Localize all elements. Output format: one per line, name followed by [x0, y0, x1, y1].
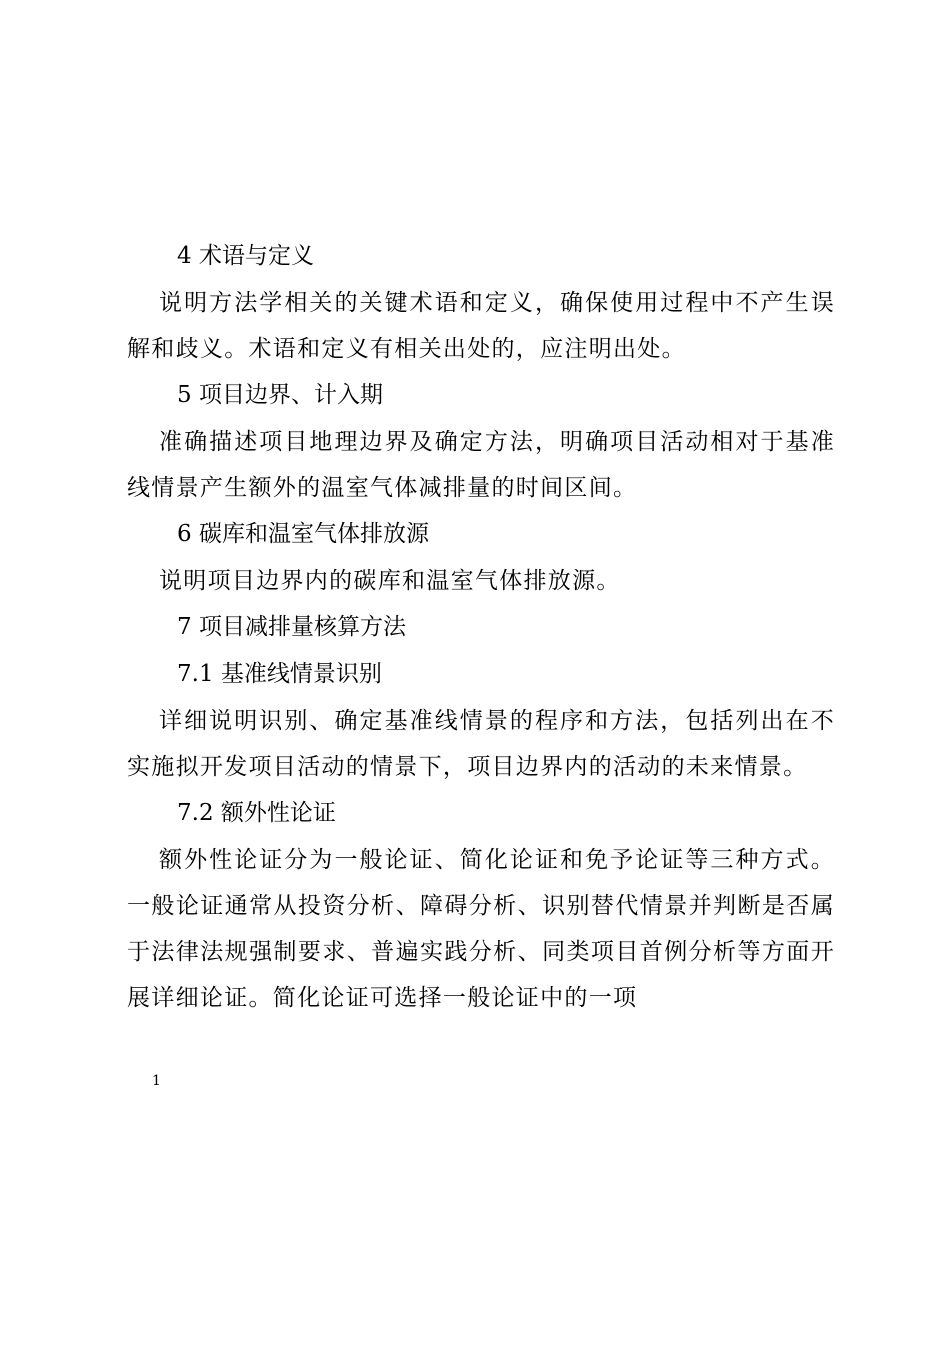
paragraph-terms: 说明方法学相关的关键术语和定义，确保使用过程中不产生误解和歧义。术语和定义有相关出处的，应注明出处。: [127, 290, 835, 362]
paragraph-additionality: 额外性论证分为一般论证、简化论证和免予论证等三种方式。一般论证通常从投资分析、障碍分析、识别替代情景并判断是否属于法律法规强制要求、普遍实践分析、同类项目首例分析等方面开展详细论证。简化论证可选择一般论证中的一项: [127, 847, 835, 1011]
section-heading-6: 6 碳库和温室气体排放源: [177, 521, 429, 547]
page-content: [127, 233, 835, 1021]
page-number: 1: [152, 1073, 161, 1089]
paragraph-baseline: 详细说明识别、确定基准线情景的程序和方法，包括列出在不实施拟开发项目活动的情景下，项目边界内的活动的未来情景。: [127, 708, 835, 780]
paragraph-carbon-pools: 说明项目边界内的碳库和温室气体排放源。: [159, 568, 621, 594]
section-heading-4: 4 术语与定义: [177, 243, 314, 269]
paragraph-boundary: 准确描述项目地理边界及确定方法，明确项目活动相对于基准线情景产生额外的温室气体减排量的时间区间。: [127, 429, 835, 501]
section-heading-7-1: 7.1 基准线情景识别: [177, 661, 382, 687]
section-heading-7-2: 7.2 额外性论证: [177, 800, 336, 826]
section-heading-7: 7 项目减排量核算方法: [177, 614, 406, 640]
section-heading-5: 5 项目边界、计入期: [177, 382, 383, 408]
